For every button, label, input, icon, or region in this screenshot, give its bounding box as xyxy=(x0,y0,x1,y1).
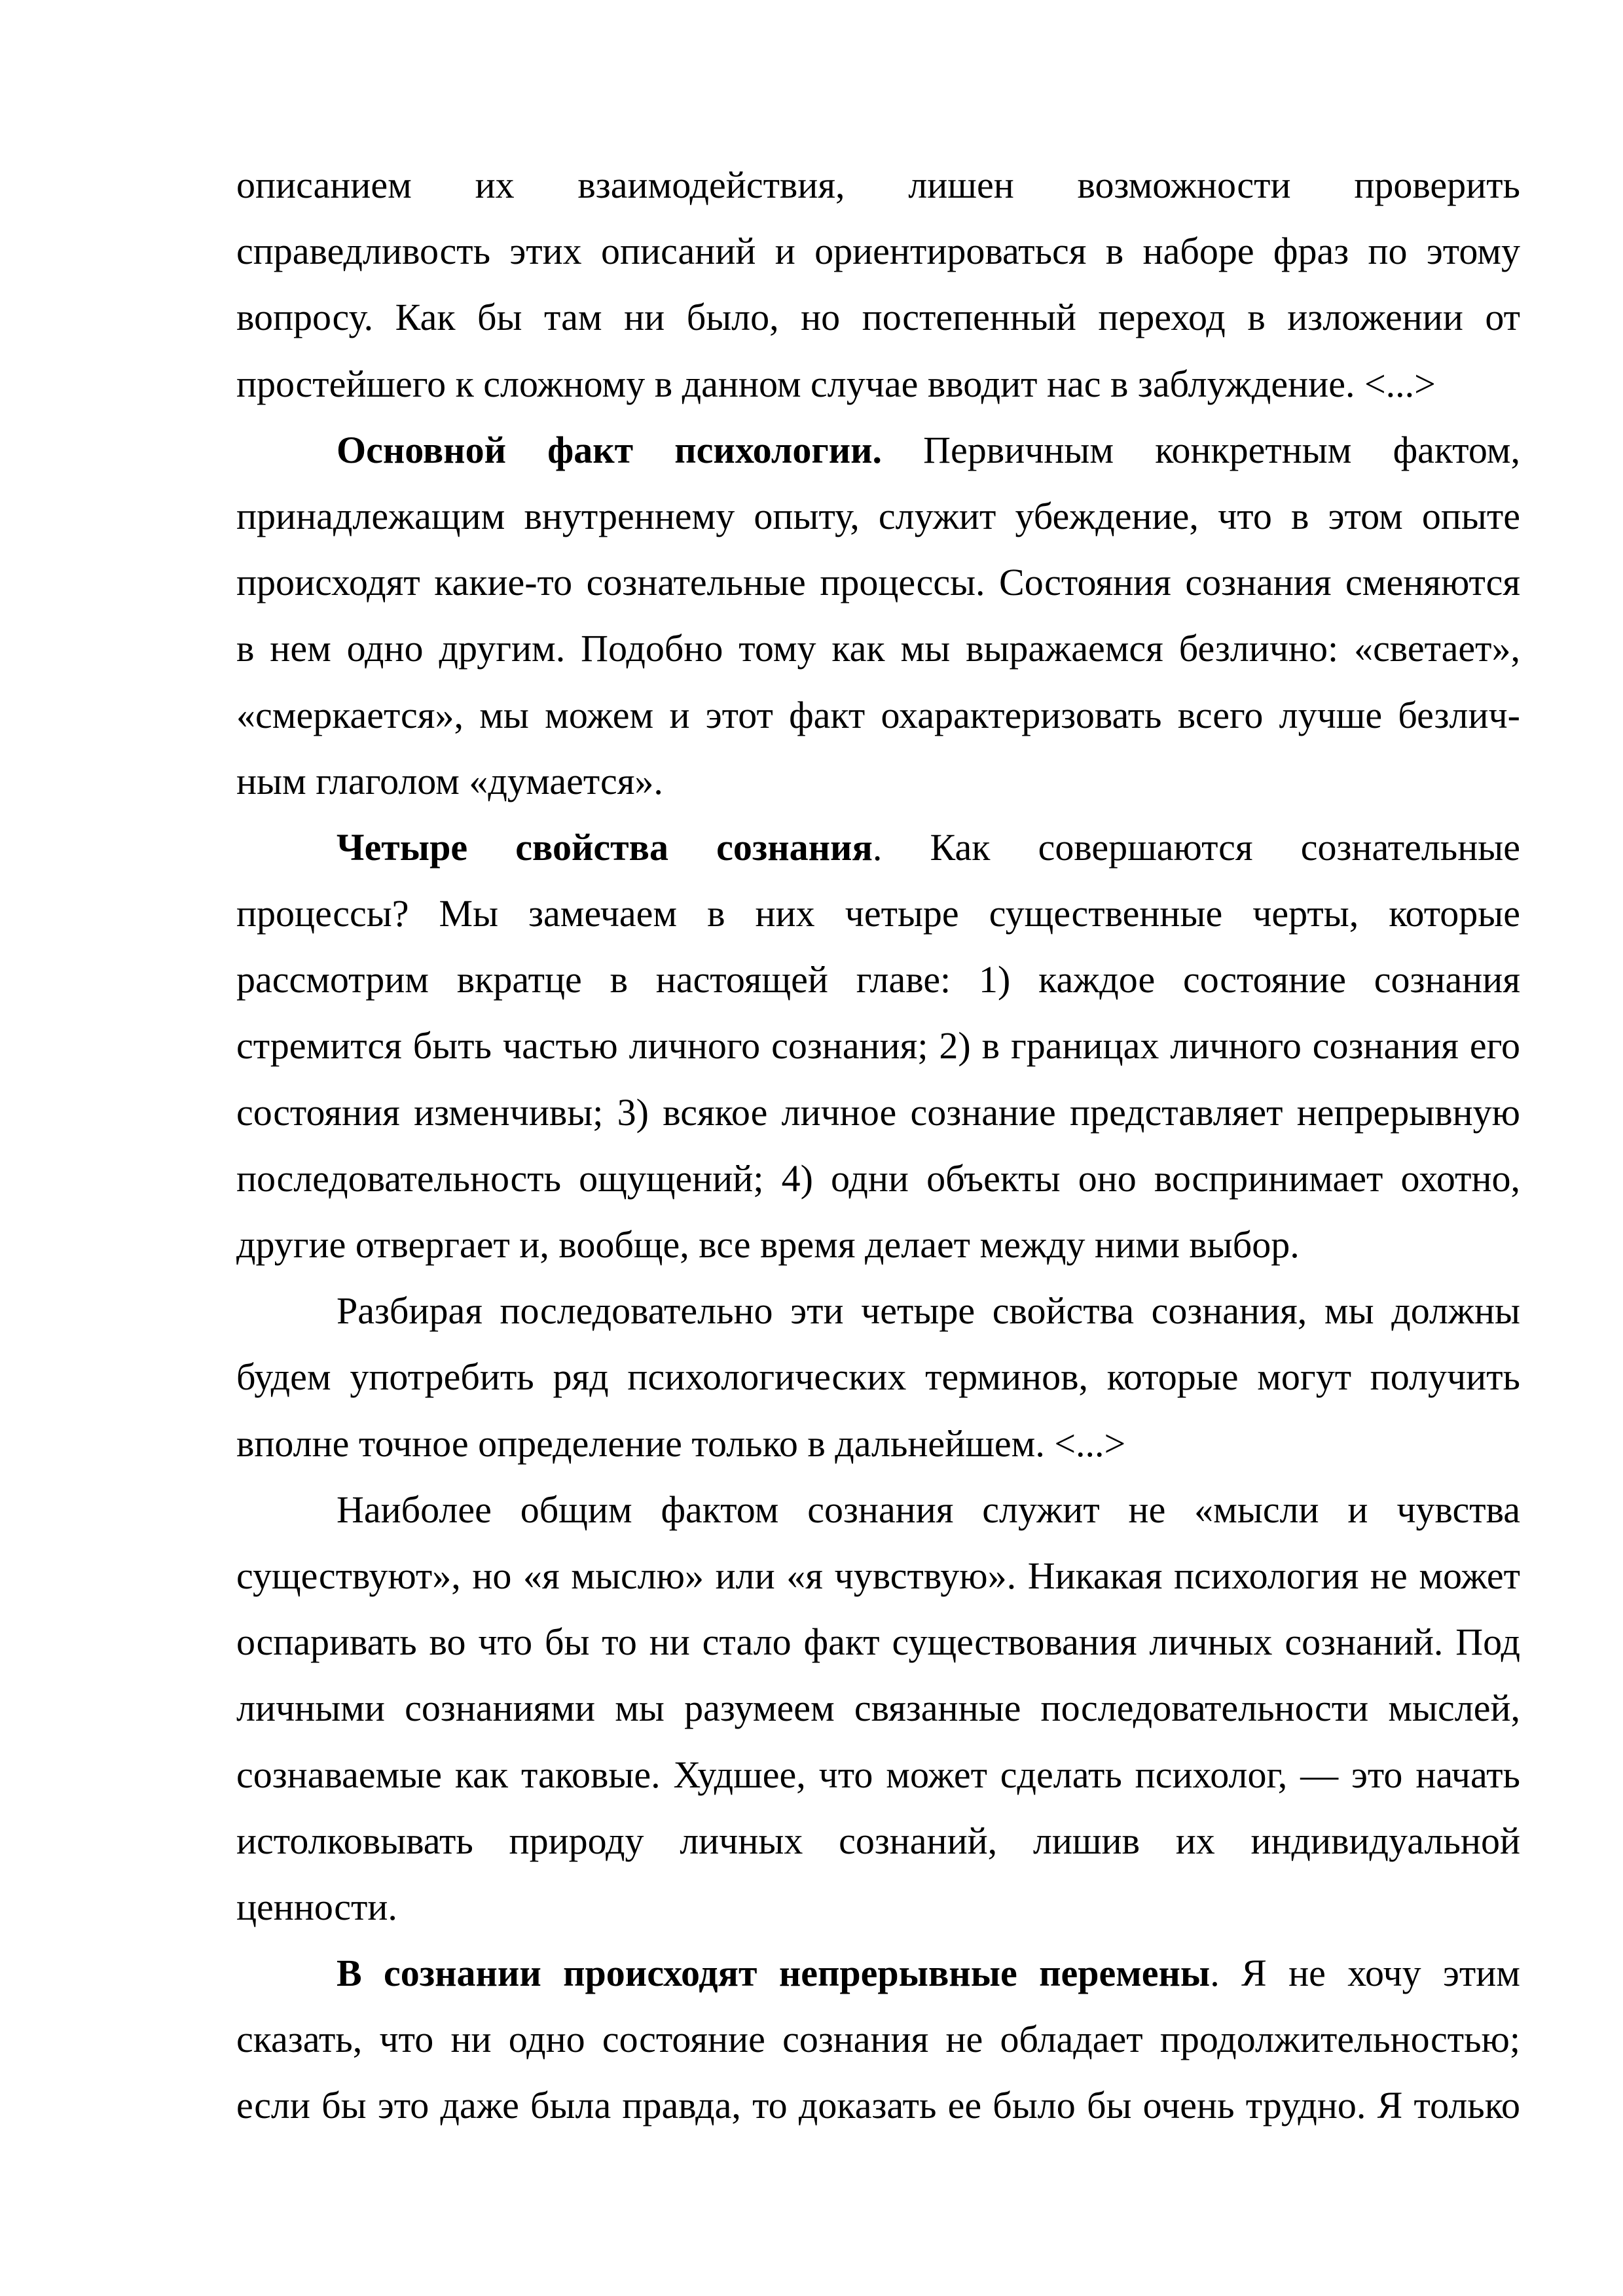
text-line xyxy=(236,1609,1520,1675)
line-text: будем употребить ряд психологических терминов, которые могут получить xyxy=(236,1355,1520,1399)
line-text: Разбирая последовательно эти четыре свойства сознания, мы должны xyxy=(337,1289,1520,1333)
text-line xyxy=(236,1013,1520,1079)
line-text: принадлежащим внутреннему опыту, служит убеждение, что в этом опыте xyxy=(236,494,1520,537)
text-line xyxy=(236,2072,1520,2138)
paragraph xyxy=(236,417,1520,814)
text-line xyxy=(236,1278,1520,1344)
line-text: последовательность ощущений; 4) одни объекты оно воспринимает охотно, xyxy=(236,1157,1520,1200)
line-text: истолковывать природу личных сознаний, лишив их индивидуальной xyxy=(236,1819,1520,1862)
text-line xyxy=(236,1145,1520,1211)
text-line xyxy=(236,1211,1520,1278)
line-text: . Я не хочу этим xyxy=(1210,1952,1520,1995)
line-text: простейшего к сложному в данном случае вводит нас в заблуждение. <...> xyxy=(236,362,1436,405)
text-line xyxy=(236,1874,1520,1940)
document-page xyxy=(236,152,1520,2139)
line-text: сказать, что ни одно состояние сознания не обладает продолжительностью; xyxy=(236,2018,1520,2061)
text-line xyxy=(236,880,1520,946)
line-text: личными сознаниями мы разумеем связанные последовательности мыслей, xyxy=(236,1687,1520,1730)
text-line xyxy=(236,549,1520,615)
text-line xyxy=(236,417,1520,483)
line-text: вопросу. Как бы там ни было, но постепенный переход в изложении от xyxy=(236,296,1520,339)
line-text: вполне точное определение только в дальнейшем. <...> xyxy=(236,1422,1126,1465)
text-line xyxy=(236,483,1520,549)
line-text: стремится быть частью личного сознания; 2) в границах личного сознания его xyxy=(236,1024,1520,1067)
paragraph xyxy=(236,152,1520,417)
line-text: другие отвергает и, вообще, все время делает между ними выбор. xyxy=(236,1223,1300,1266)
text-line xyxy=(236,1079,1520,1145)
line-text: происходят какие-то сознательные процессы. Состояния сознания сменяются xyxy=(236,561,1520,604)
text-line xyxy=(236,1543,1520,1609)
text-line xyxy=(236,615,1520,681)
text-line xyxy=(236,351,1520,417)
line-text: Первичным конкретным фактом, xyxy=(882,428,1520,471)
paragraph xyxy=(236,1278,1520,1477)
text-line xyxy=(236,1344,1520,1410)
text-line xyxy=(236,1675,1520,1741)
line-text: описанием их взаимодействия, лишен возможности проверить xyxy=(236,164,1520,206)
line-text: существуют», но «я мыслю» или «я чувствую». Никакая психология не может xyxy=(236,1554,1520,1597)
paragraph xyxy=(236,1940,1520,2139)
line-text: состояния изменчивы; 3) всякое личное сознание представляет непрерывную xyxy=(236,1090,1520,1134)
text-line xyxy=(236,152,1520,218)
text-line xyxy=(236,1808,1520,1874)
line-text: оспаривать во что бы то ни стало факт существования личных сознаний. Под xyxy=(236,1621,1520,1664)
text-line xyxy=(236,2006,1520,2072)
line-text: процессы? Мы замечаем в них четыре существенные черты, которые xyxy=(236,892,1520,935)
line-text: ценности. xyxy=(236,1885,397,1928)
text-line xyxy=(236,682,1520,748)
text-line xyxy=(236,218,1520,284)
bold-heading: В сознании происходят непрерывные перемены xyxy=(337,1952,1211,1995)
line-text: Наиболее общим фактом сознания служит не «мысли и чувства xyxy=(337,1488,1520,1531)
line-text: справедливость этих описаний и ориентироваться в наборе фраз по этому xyxy=(236,230,1520,273)
text-line xyxy=(236,946,1520,1013)
text-line xyxy=(236,1940,1520,2006)
text-line xyxy=(236,1477,1520,1543)
line-text: сознаваемые как таковые. Худшее, что может сделать психолог, — это начать xyxy=(236,1753,1520,1796)
line-text: «смеркается», мы можем и этот факт охарактеризовать всего лучше безлич- xyxy=(236,693,1520,736)
line-text: рассмотрим вкратце в настоящей главе: 1) каждое состояние сознания xyxy=(236,958,1520,1001)
line-text: . Как совершаются сознательные xyxy=(872,825,1520,869)
bold-heading: Основной факт психологии. xyxy=(337,428,883,471)
line-text: если бы это даже была правда, то доказать ее было бы очень трудно. Я только xyxy=(236,2084,1520,2127)
text-line xyxy=(236,814,1520,880)
text-line xyxy=(236,1742,1520,1808)
text-line xyxy=(236,1410,1520,1477)
line-text: в нем одно другим. Подобно тому как мы выражаемся безлично: «светает», xyxy=(236,627,1520,670)
line-text: ным глаголом «думается». xyxy=(236,759,663,802)
paragraph xyxy=(236,1477,1520,1940)
paragraph xyxy=(236,814,1520,1278)
text-line xyxy=(236,748,1520,814)
text-line xyxy=(236,284,1520,350)
bold-heading: Четыре свойства сознания xyxy=(337,825,873,869)
